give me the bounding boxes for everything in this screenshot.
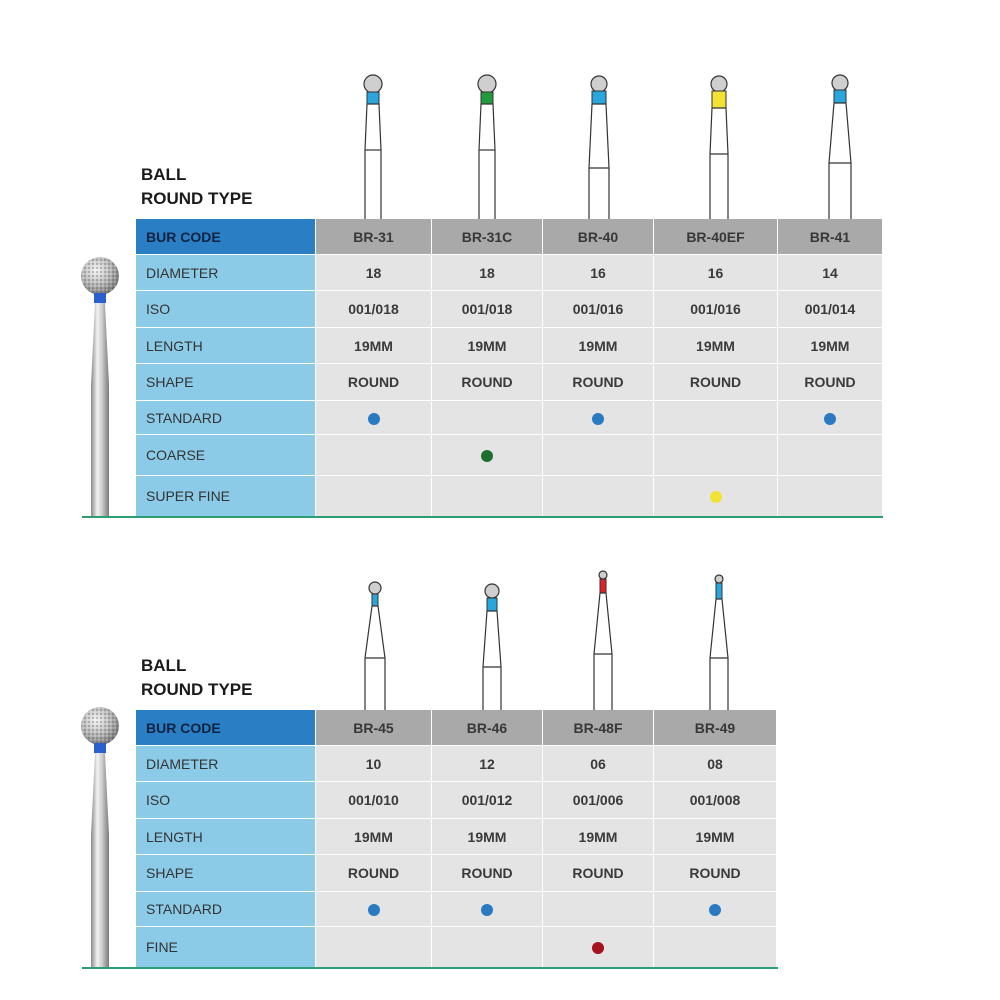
- header-row: [136, 219, 883, 254]
- grade-dot: [592, 413, 604, 425]
- table-cell: 19MM: [778, 327, 883, 363]
- grade-cell: [316, 926, 432, 967]
- table-cell: ROUND: [432, 363, 543, 400]
- code-br-31: BR-31: [316, 219, 432, 254]
- table-cell: 19MM: [654, 327, 778, 363]
- grade-cell: [432, 400, 543, 434]
- grade-cell: [316, 400, 432, 434]
- grade-dot: [824, 413, 836, 425]
- table-cell: 16: [654, 254, 778, 290]
- table-cell: 001/008: [654, 781, 777, 818]
- bur-code-header: BUR CODE: [136, 219, 316, 254]
- table-cell: 10: [316, 745, 432, 781]
- row-label-coarse: COARSE: [136, 434, 316, 475]
- bur-icon-br-45: [357, 578, 393, 711]
- table-cell: 19MM: [654, 818, 777, 854]
- bur-icon-br-48f: [585, 568, 621, 711]
- row-label-shape: SHAPE: [136, 854, 316, 891]
- row-label-super-fine: SUPER FINE: [136, 475, 316, 516]
- grade-dot: [710, 491, 722, 503]
- grade-cell: [543, 891, 654, 926]
- table-cell: ROUND: [432, 854, 543, 891]
- table-row: [136, 290, 883, 327]
- table-cell: 001/012: [432, 781, 543, 818]
- table-cell: 18: [432, 254, 543, 290]
- bur-icon-br-31: [355, 72, 391, 220]
- row-label-standard: STANDARD: [136, 400, 316, 434]
- bur-icon-br-31c: [469, 72, 505, 220]
- table-cell: 19MM: [543, 818, 654, 854]
- table-cell: ROUND: [778, 363, 883, 400]
- header-row: [136, 710, 777, 745]
- title-line-1: BALL: [141, 165, 187, 184]
- grade-cell: [778, 475, 883, 516]
- grade-cell: [316, 434, 432, 475]
- grade-row: [136, 400, 883, 434]
- row-label-diameter: DIAMETER: [136, 745, 316, 781]
- table-cell: 001/018: [432, 290, 543, 327]
- table-row: [136, 745, 777, 781]
- title-line-2: ROUND TYPE: [141, 680, 253, 699]
- table-row: [136, 781, 777, 818]
- table-cell: 19MM: [432, 327, 543, 363]
- table-cell: 06: [543, 745, 654, 781]
- grade-cell: [654, 475, 778, 516]
- grade-dot: [368, 413, 380, 425]
- row-label-standard: STANDARD: [136, 891, 316, 926]
- section-title-2: [141, 654, 252, 702]
- bur-icon-br-46: [474, 578, 510, 711]
- row-label-iso: ISO: [136, 290, 316, 327]
- grade-cell: [778, 434, 883, 475]
- table-cell: 19MM: [432, 818, 543, 854]
- grade-cell: [778, 400, 883, 434]
- grade-cell: [543, 400, 654, 434]
- table-cell: 16: [543, 254, 654, 290]
- grade-cell: [432, 926, 543, 967]
- row-label-shape: SHAPE: [136, 363, 316, 400]
- table-cell: 18: [316, 254, 432, 290]
- spec-table-2: [136, 710, 777, 967]
- grade-cell: [316, 891, 432, 926]
- code-br-40: BR-40: [543, 219, 654, 254]
- table-cell: 19MM: [316, 818, 432, 854]
- table-cell: ROUND: [654, 363, 778, 400]
- table-bottom-rule: [82, 516, 883, 518]
- table-cell: ROUND: [654, 854, 777, 891]
- section-title-1: [141, 163, 252, 211]
- grade-dot: [481, 450, 493, 462]
- table-cell: 08: [654, 745, 777, 781]
- code-br-48f: BR-48F: [543, 710, 654, 745]
- bur-product-photo: [72, 705, 128, 970]
- row-label-fine: FINE: [136, 926, 316, 967]
- code-br-49: BR-49: [654, 710, 777, 745]
- grade-row: [136, 475, 883, 516]
- table-cell: 12: [432, 745, 543, 781]
- code-br-45: BR-45: [316, 710, 432, 745]
- table-row: [136, 363, 883, 400]
- bur-icon-br-41: [822, 72, 858, 220]
- table-cell: ROUND: [543, 854, 654, 891]
- title-line-1: BALL: [141, 656, 187, 675]
- row-label-length: LENGTH: [136, 327, 316, 363]
- grade-row: [136, 434, 883, 475]
- table-row: [136, 254, 883, 290]
- spec-table-1: [136, 219, 883, 516]
- code-br-41: BR-41: [778, 219, 883, 254]
- grade-dot: [368, 904, 380, 916]
- grade-cell: [432, 475, 543, 516]
- grade-dot: [481, 904, 493, 916]
- grade-cell: [543, 475, 654, 516]
- table-row: [136, 327, 883, 363]
- grade-cell: [543, 434, 654, 475]
- table-cell: 19MM: [543, 327, 654, 363]
- table-row: [136, 854, 777, 891]
- table-cell: 001/016: [543, 290, 654, 327]
- grade-row: [136, 891, 777, 926]
- grade-cell: [654, 926, 777, 967]
- code-br-46: BR-46: [432, 710, 543, 745]
- grade-cell: [654, 891, 777, 926]
- grade-dot: [592, 942, 604, 954]
- table-cell: ROUND: [316, 854, 432, 891]
- table-cell: 001/006: [543, 781, 654, 818]
- row-label-diameter: DIAMETER: [136, 254, 316, 290]
- table-cell: ROUND: [543, 363, 654, 400]
- table-cell: 001/010: [316, 781, 432, 818]
- table-row: [136, 818, 777, 854]
- table-cell: 19MM: [316, 327, 432, 363]
- grade-cell: [654, 434, 778, 475]
- table-bottom-rule: [82, 967, 778, 969]
- code-br-40ef: BR-40EF: [654, 219, 778, 254]
- row-label-iso: ISO: [136, 781, 316, 818]
- table-cell: ROUND: [316, 363, 432, 400]
- grade-row: [136, 926, 777, 967]
- table-cell: 001/016: [654, 290, 778, 327]
- code-br-31c: BR-31C: [432, 219, 543, 254]
- table-cell: 14: [778, 254, 883, 290]
- table-cell: 001/014: [778, 290, 883, 327]
- bur-icon-br-40: [581, 72, 617, 220]
- grade-cell: [432, 891, 543, 926]
- bur-icon-br-49: [701, 572, 737, 711]
- bur-icon-br-40ef: [701, 72, 737, 220]
- table-cell: 001/018: [316, 290, 432, 327]
- grade-cell: [316, 475, 432, 516]
- grade-cell: [543, 926, 654, 967]
- grade-dot: [709, 904, 721, 916]
- grade-cell: [654, 400, 778, 434]
- grade-cell: [432, 434, 543, 475]
- title-line-2: ROUND TYPE: [141, 189, 253, 208]
- row-label-length: LENGTH: [136, 818, 316, 854]
- bur-code-header: BUR CODE: [136, 710, 316, 745]
- bur-product-photo: [72, 255, 128, 520]
